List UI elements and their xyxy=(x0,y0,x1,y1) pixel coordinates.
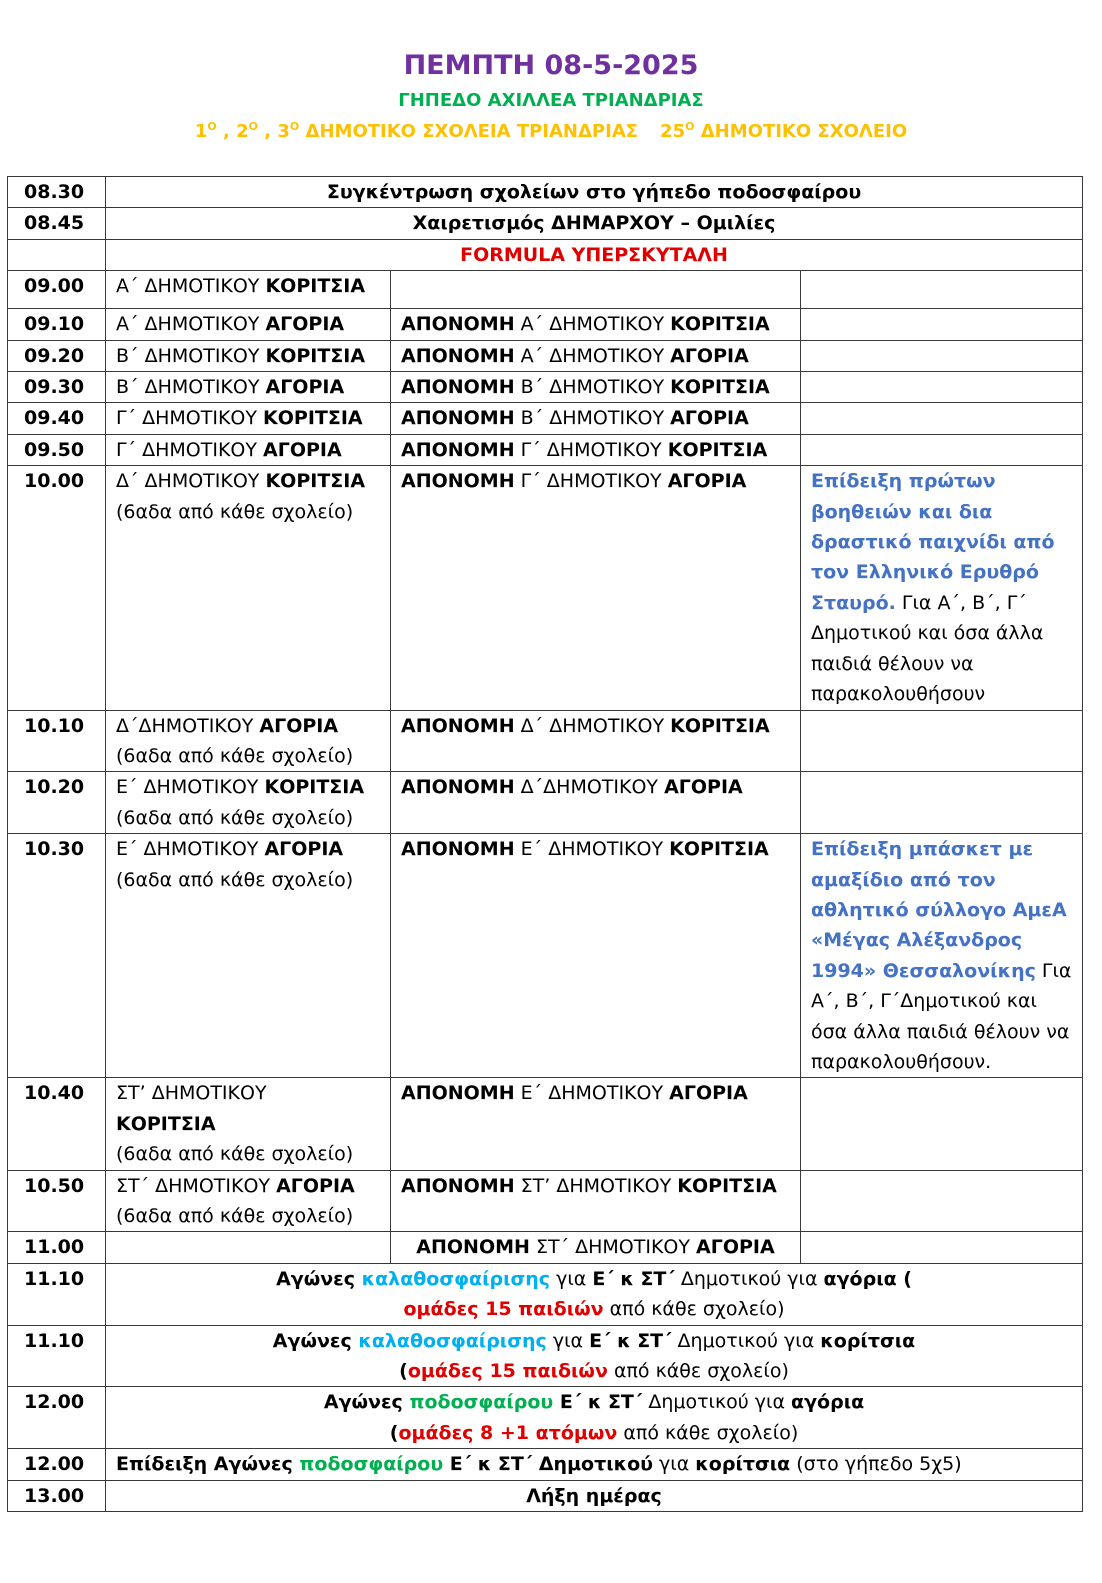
grade-label: Α΄ ΔΗΜΟΤΙΚΟΥ xyxy=(520,344,665,367)
award-label: ΑΠΟΝΟΜΗ xyxy=(401,470,515,493)
race-cell xyxy=(106,834,391,1078)
time-cell xyxy=(8,239,106,270)
race-cell xyxy=(106,271,391,309)
school-number: 1 xyxy=(194,121,208,142)
ordinal-mark: Ο xyxy=(207,120,217,133)
grade-label: Δ΄ΔΗΜΟΤΙΚΟΥ xyxy=(520,776,659,799)
grade-label: Γ΄ ΔΗΜΟΤΙΚΟΥ xyxy=(520,438,662,461)
gender-label: ΑΓΟΡΙΑ xyxy=(670,344,749,367)
table-row xyxy=(8,772,1083,834)
award-cell xyxy=(391,1078,801,1170)
games-text: από κάθε σχολείο) xyxy=(603,1298,785,1321)
time-cell: 09.30 xyxy=(8,372,106,403)
time-cell: 11.10 xyxy=(8,1325,106,1387)
grade-label: ΣΤ’ ΔΗΜΟΤΙΚΟΥ xyxy=(116,1082,267,1105)
award-cell xyxy=(391,1170,801,1232)
grade-label: Δ΄ ΔΗΜΟΤΙΚΟΥ xyxy=(520,714,665,737)
time-cell: 09.50 xyxy=(8,434,106,465)
award-label: ΑΠΟΝΟΜΗ xyxy=(401,438,515,461)
table-row xyxy=(8,340,1083,371)
table-row xyxy=(8,403,1083,434)
schools-text: ΔΗΜΟΤΙΚΟ ΣΧΟΛΕΙΟ xyxy=(694,121,908,142)
gender-label: ΚΟΡΙΤΣΙΑ xyxy=(263,407,363,430)
grade-label: Ε΄ ΔΗΜΟΤΙΚΟΥ xyxy=(116,838,259,861)
time-cell: 10.30 xyxy=(8,834,106,1078)
table-row xyxy=(8,271,1083,309)
grade-label: ΣΤ΄ ΔΗΜΟΤΙΚΟΥ xyxy=(116,1174,271,1197)
notes-cell xyxy=(801,340,1083,371)
time-cell: 11.10 xyxy=(8,1263,106,1325)
notes-cell xyxy=(801,1078,1083,1170)
grade-label: Δ΄ΔΗΜΟΤΙΚΟΥ xyxy=(116,714,254,737)
schools-text: ΔΗΜΟΤΙΚΟ ΣΧΟΛΕΙΑ ΤΡΙΑΝΔΡΙΑΣ xyxy=(299,121,639,142)
grade-label: Γ΄ ΔΗΜΟΤΙΚΟΥ xyxy=(116,438,257,461)
games-text: Δημοτικού για xyxy=(642,1391,792,1414)
grades-label: Ε΄ κ ΣΤ΄ xyxy=(553,1391,643,1414)
award-cell xyxy=(391,834,801,1078)
award-label: ΑΠΟΝΟΜΗ xyxy=(401,1082,515,1105)
games-text: ( xyxy=(399,1360,408,1383)
grade-label: Α΄ ΔΗΜΟΤΙΚΟΥ xyxy=(116,313,260,336)
gender-label: ΚΟΡΙΤΣΙΑ xyxy=(667,438,768,461)
notes-cell xyxy=(801,834,1083,1078)
school-number: 3 xyxy=(277,121,290,142)
games-text: για xyxy=(546,1329,590,1352)
time-cell: 08.45 xyxy=(8,208,106,239)
games-text: Αγώνες xyxy=(272,1329,359,1352)
team-note: (6αδα από κάθε σχολείο) xyxy=(116,1205,354,1227)
award-cell xyxy=(391,1232,801,1263)
table-row xyxy=(8,1449,1083,1480)
notes-cell xyxy=(801,271,1083,309)
grades-label: Ε΄ κ ΣΤ΄ xyxy=(589,1329,672,1352)
gender-label: ΑΓΟΡΙΑ xyxy=(259,714,339,737)
sport-name: καλαθοσφαίρισης xyxy=(358,1329,547,1352)
event-cell: Συγκέντρωση σχολείων στο γήπεδο ποδοσφαίρου xyxy=(106,177,1083,208)
table-row xyxy=(8,1078,1083,1170)
notes-cell xyxy=(801,772,1083,834)
table-row xyxy=(8,434,1083,465)
time-cell: 10.20 xyxy=(8,772,106,834)
grade-label: Β΄ ΔΗΜΟΤΙΚΟΥ xyxy=(116,376,260,399)
table-row xyxy=(8,372,1083,403)
schedule-table xyxy=(7,176,1083,1512)
race-cell xyxy=(106,1078,391,1170)
section-title: FORMULA ΥΠΕΡΣΚΥΤΑΛΗ xyxy=(106,239,1083,270)
sport-name: καλαθοσφαίρισης xyxy=(361,1267,551,1290)
schools-subtitle xyxy=(0,120,1102,142)
table-row xyxy=(8,1325,1083,1387)
table-row xyxy=(8,239,1083,270)
games-text: Αγώνες xyxy=(276,1267,362,1290)
grades-label: Ε΄ κ xyxy=(443,1453,498,1476)
award-label: ΑΠΟΝΟΜΗ xyxy=(401,376,515,399)
games-text: Αγώνες xyxy=(323,1391,410,1414)
award-label: ΑΠΟΝΟΜΗ xyxy=(401,776,515,799)
table-row xyxy=(8,466,1083,710)
time-cell: 12.00 xyxy=(8,1449,106,1480)
grade-label: Α΄ ΔΗΜΟΤΙΚΟΥ xyxy=(520,313,665,336)
gender-label: ΑΓΟΡΙΑ xyxy=(696,1236,775,1259)
race-cell xyxy=(106,466,391,710)
gender-label: ΑΓΟΡΙΑ xyxy=(664,776,743,799)
games-cell xyxy=(106,1387,1083,1449)
award-label: ΑΠΟΝΟΜΗ xyxy=(401,714,515,737)
demo-title: Επίδειξη μπάσκετ με αμαξίδιο από τον αθλητικό σύλλογο ΑμεΑ «Μέγας Αλέξανδρος 1994» Θεσσαλονίκης xyxy=(811,838,1067,982)
grade-label: Γ΄ ΔΗΜΟΤΙΚΟΥ xyxy=(520,470,662,493)
time-cell: 09.00 xyxy=(8,271,106,309)
table-row xyxy=(8,309,1083,340)
time-cell: 09.10 xyxy=(8,309,106,340)
games-text: για xyxy=(550,1267,593,1290)
teams-label: ομάδες 8 +1 ατόμων xyxy=(398,1421,618,1444)
gender-label: ΚΟΡΙΤΣΙΑ xyxy=(264,776,365,799)
grade-label: ΣΤ’ ΔΗΜΟΤΙΚΟΥ xyxy=(520,1174,672,1197)
time-cell: 10.50 xyxy=(8,1170,106,1232)
award-cell xyxy=(391,309,801,340)
games-text: (στο γήπεδο 5χ5) xyxy=(790,1453,962,1476)
gender-label: αγόρια xyxy=(791,1391,865,1414)
gender-label: αγόρια xyxy=(823,1267,897,1290)
teams-label: ομάδες 15 παιδιών xyxy=(403,1298,604,1321)
games-text: Δημοτικού για xyxy=(674,1267,824,1290)
team-note: (6αδα από κάθε σχολείο) xyxy=(116,500,354,523)
time-cell: 13.00 xyxy=(8,1480,106,1511)
notes-cell xyxy=(801,1232,1083,1263)
time-cell: 11.00 xyxy=(8,1232,106,1263)
team-note: (6αδα από κάθε σχολείο) xyxy=(116,1143,354,1166)
award-label: ΑΠΟΝΟΜΗ xyxy=(401,1174,515,1197)
school-number: 25 xyxy=(660,121,686,142)
gender-label: ΑΓΟΡΙΑ xyxy=(264,838,344,861)
time-cell: 10.10 xyxy=(8,710,106,772)
table-row xyxy=(8,1387,1083,1449)
separator: , xyxy=(216,121,237,142)
award-label: ΑΠΟΝΟΜΗ xyxy=(401,407,515,430)
notes-cell xyxy=(801,403,1083,434)
award-cell xyxy=(391,271,801,309)
race-cell xyxy=(106,1232,391,1263)
notes-cell xyxy=(801,309,1083,340)
games-text: για xyxy=(653,1453,696,1476)
demo-title: Επίδειξη πρώτων βοηθειών και δια δραστικό παιχνίδι από τον Ελληνικό Ερυθρό Σταυρό. xyxy=(811,470,1055,614)
grade-label: Β΄ ΔΗΜΟΤΙΚΟΥ xyxy=(116,344,260,367)
school-number: 2 xyxy=(236,121,249,142)
grade-label: Ε΄ ΔΗΜΟΤΙΚΟΥ xyxy=(520,1082,664,1105)
grades-label: ΣΤ΄ Δημοτικού xyxy=(497,1453,654,1476)
award-label: ΑΠΟΝΟΜΗ xyxy=(401,344,515,367)
games-cell xyxy=(106,1325,1083,1387)
race-cell xyxy=(106,340,391,371)
table-row xyxy=(8,710,1083,772)
race-cell xyxy=(106,434,391,465)
award-cell xyxy=(391,466,801,710)
time-cell: 10.00 xyxy=(8,466,106,710)
award-cell xyxy=(391,710,801,772)
time-cell: 08.30 xyxy=(8,177,106,208)
table-row xyxy=(8,1480,1083,1511)
end-of-day: Λήξη ημέρας xyxy=(106,1480,1083,1511)
gender-label: ΚΟΡΙΤΣΙΑ xyxy=(265,344,366,367)
table-row xyxy=(8,1232,1083,1263)
notes-cell xyxy=(801,466,1083,710)
games-cell xyxy=(106,1449,1083,1480)
venue-subtitle: ΓΗΠΕΔΟ ΑΧΙΛΛΕΑ ΤΡΙΑΝΔΡΙΑΣ xyxy=(398,90,704,111)
gender-label: ΑΓΟΡΙΑ xyxy=(669,1082,748,1105)
time-cell: 10.40 xyxy=(8,1078,106,1170)
award-label: ΑΠΟΝΟΜΗ xyxy=(401,838,515,861)
notes-cell xyxy=(801,710,1083,772)
race-cell xyxy=(106,372,391,403)
gender-label: ΚΟΡΙΤΣΙΑ xyxy=(670,313,770,336)
table-row xyxy=(8,1170,1083,1232)
gender-label: ΑΓΟΡΙΑ xyxy=(263,438,342,461)
sport-name: ποδοσφαίρου xyxy=(409,1391,554,1414)
gender-label: ΑΓΟΡΙΑ xyxy=(265,313,345,336)
ordinal-mark: Ο xyxy=(289,120,300,133)
grades-label: Ε΄ κ ΣΤ΄ xyxy=(592,1267,675,1290)
grade-label: Γ΄ ΔΗΜΟΤΙΚΟΥ xyxy=(116,407,257,430)
award-label: ΑΠΟΝΟΜΗ xyxy=(416,1236,530,1259)
notes-cell xyxy=(801,434,1083,465)
gender-label: ΚΟΡΙΤΣΙΑ xyxy=(265,470,366,493)
games-text: Δημοτικού για xyxy=(671,1329,821,1352)
award-cell xyxy=(391,434,801,465)
table-row xyxy=(8,208,1083,239)
gender-label: ΑΓΟΡΙΑ xyxy=(670,407,749,430)
gender-label: ΑΓΟΡΙΑ xyxy=(276,1174,355,1197)
notes-cell xyxy=(801,1170,1083,1232)
time-cell: 09.20 xyxy=(8,340,106,371)
race-cell xyxy=(106,710,391,772)
table-row xyxy=(8,834,1083,1078)
event-cell: Χαιρετισμός ΔΗΜΑΡΧΟΥ – Ομιλίες xyxy=(106,208,1083,239)
table-row xyxy=(8,1263,1083,1325)
gender-label: ΚΟΡΙΤΣΙΑ xyxy=(677,1174,777,1197)
gender-label: ΑΓΟΡΙΑ xyxy=(667,470,747,493)
games-cell xyxy=(106,1263,1083,1325)
team-note: (6αδα από κάθε σχολείο) xyxy=(116,806,354,829)
grade-label: ΣΤ΄ ΔΗΜΟΤΙΚΟΥ xyxy=(535,1236,690,1259)
time-cell: 12.00 xyxy=(8,1387,106,1449)
grade-label: Ε΄ ΔΗΜΟΤΙΚΟΥ xyxy=(116,776,259,799)
race-cell xyxy=(106,403,391,434)
time-cell: 09.40 xyxy=(8,403,106,434)
award-label: ΑΠΟΝΟΜΗ xyxy=(401,313,515,336)
gender-label: ΚΟΡΙΤΣΙΑ xyxy=(669,838,769,861)
race-cell xyxy=(106,1170,391,1232)
gender-label: κορίτσια xyxy=(695,1453,791,1476)
gender-label: ΚΟΡΙΤΣΙΑ xyxy=(116,1112,216,1135)
games-text: ( xyxy=(896,1267,912,1290)
notes-cell xyxy=(801,372,1083,403)
team-note: (6αδα από κάθε σχολείο) xyxy=(116,868,354,891)
race-cell xyxy=(106,772,391,834)
gender-label: κορίτσια xyxy=(820,1329,916,1352)
award-cell xyxy=(391,340,801,371)
grade-label: Δ΄ ΔΗΜΟΤΙΚΟΥ xyxy=(116,470,260,493)
award-cell xyxy=(391,772,801,834)
race-cell xyxy=(106,309,391,340)
demo-audience: Για Α΄, Β΄, Γ΄ Δημοτικού και όσα άλλα παιδιά θέλουν να παρακολουθήσουν xyxy=(811,591,1044,706)
gender-label: ΚΟΡΙΤΣΙΑ xyxy=(670,376,770,399)
award-cell xyxy=(391,403,801,434)
grade-label: Β΄ ΔΗΜΟΤΙΚΟΥ xyxy=(520,407,665,430)
ordinal-mark: Ο xyxy=(248,120,258,133)
games-text: από κάθε σχολείο) xyxy=(617,1421,799,1444)
demo-audience: Για Α΄, Β΄, Γ΄Δημοτικού και όσα άλλα παιδιά θέλουν να παρακολουθήσουν. xyxy=(811,959,1072,1073)
gender-label: ΚΟΡΙΤΣΙΑ xyxy=(265,275,366,298)
table-row xyxy=(8,177,1083,208)
gender-label: ΑΓΟΡΙΑ xyxy=(265,376,345,399)
sport-name: ποδοσφαίρου xyxy=(299,1453,444,1476)
teams-label: ομάδες 15 παιδιών xyxy=(407,1360,608,1383)
grade-label: Α΄ ΔΗΜΟΤΙΚΟΥ xyxy=(116,275,260,298)
grade-label: Β΄ ΔΗΜΟΤΙΚΟΥ xyxy=(520,376,665,399)
award-cell xyxy=(391,372,801,403)
games-text: Επίδειξη Αγώνες xyxy=(116,1453,300,1476)
ordinal-mark: Ο xyxy=(685,120,695,133)
games-text: από κάθε σχολείο) xyxy=(607,1360,789,1383)
games-text: ( xyxy=(389,1421,399,1444)
separator: , xyxy=(258,121,278,142)
page-title: ΠΕΜΠΤΗ 08-5-2025 xyxy=(403,50,699,81)
grade-label: Ε΄ ΔΗΜΟΤΙΚΟΥ xyxy=(520,838,664,861)
gender-label: ΚΟΡΙΤΣΙΑ xyxy=(670,714,770,737)
team-note: (6αδα από κάθε σχολείο) xyxy=(116,744,354,767)
